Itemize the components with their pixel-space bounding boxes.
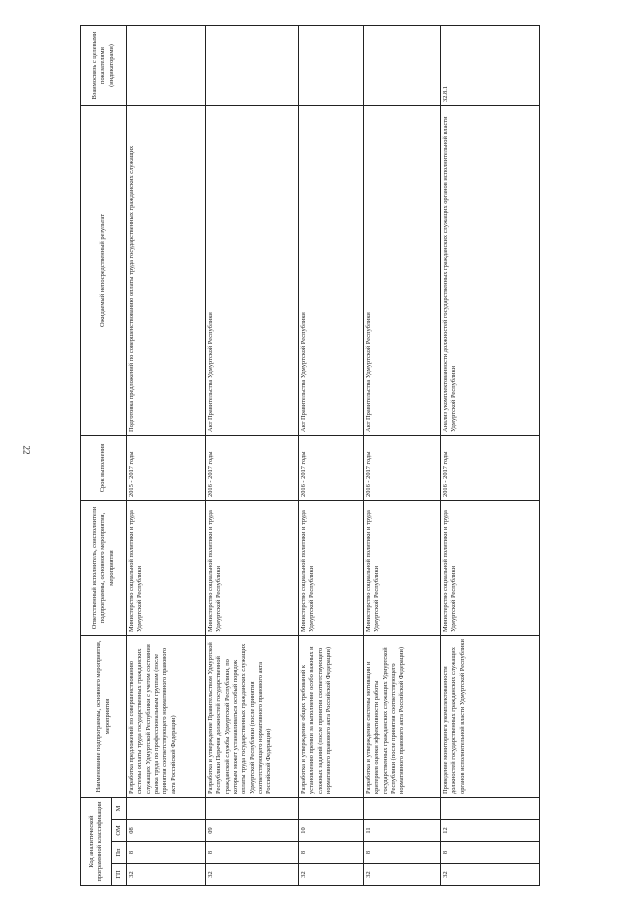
cell-gp: 32 <box>127 864 206 886</box>
cell-result: Подготовка предложений по совершенствованию оплаты труда государственных гражданских служащих <box>127 105 206 435</box>
cell-pp: 8 <box>299 842 364 864</box>
cell-gp: 32 <box>364 864 441 886</box>
header-om: ОМ <box>112 820 127 842</box>
header-gp: ГП <box>112 864 127 886</box>
cell-pp: 8 <box>364 842 441 864</box>
cell-om: 09 <box>206 820 299 842</box>
cell-executor: Министерство социальной политики и труда Удмуртской Республики <box>299 500 364 635</box>
header-executor: Ответственный исполнитель, соисполнители подпрограммы, основного мероприятия, мероприятия <box>81 500 127 635</box>
header-name: Наименование подпрограммы, основного мероприятия, мероприятия <box>81 635 127 797</box>
cell-result: Акт Правительства Удмуртской Республики <box>364 105 441 435</box>
cell-term: 2016 - 2017 годы <box>364 435 441 500</box>
cell-pp: 8 <box>206 842 299 864</box>
header-result: Ожидаемый непосредственный результат <box>81 105 127 435</box>
cell-m <box>364 797 441 819</box>
cell-link <box>299 25 364 105</box>
cell-name: Проведение мониторинга укомплектованности должностей государственных гражданских служащих органов исполнительной власти Удмуртской Республики <box>441 635 540 797</box>
cell-term: 2015 - 2017 годы <box>127 435 206 500</box>
header-code-group: Код аналитической программной классификации <box>81 797 112 885</box>
cell-term: 2016 - 2017 годы <box>299 435 364 500</box>
cell-m <box>127 797 206 819</box>
cell-name: Разработка и утверждение Правительством Удмуртской Республики Перечня должностей государственной гражданской службы Удмуртской Республики, по которым может устанавливаться особый порядок оплаты труда государственных гражданских служащих Удмуртской Республики (после принятия соответствующего нормативного правового акта Российской Федерации) <box>206 635 299 797</box>
header-m: М <box>112 797 127 819</box>
cell-m <box>441 797 540 819</box>
cell-pp: 8 <box>127 842 206 864</box>
cell-executor: Министерство социальной политики и труда Удмуртской Республики <box>127 500 206 635</box>
cell-link <box>206 25 299 105</box>
header-row <box>81 25 112 885</box>
page-number: 22 <box>21 445 32 455</box>
cell-result: Акт Правительства Удмуртской Республики <box>206 105 299 435</box>
cell-link <box>364 25 441 105</box>
cell-executor: Министерство социальной политики и труда Удмуртской Республики <box>364 500 441 635</box>
cell-m <box>206 797 299 819</box>
cell-gp: 32 <box>206 864 299 886</box>
header-link: Взаимосвязь с целевыми показателями (индикаторами) <box>81 25 127 105</box>
cell-term: 2016 - 2017 годы <box>206 435 299 500</box>
cell-pp: 8 <box>441 842 540 864</box>
cell-m <box>299 797 364 819</box>
cell-name: Разработка и утверждение общих требований к установлению премии за выполнение особо важных и сложных заданий (после принятия соответствующего нормативного правового акта Российской Федерации) <box>299 635 364 797</box>
cell-link <box>127 25 206 105</box>
table-row <box>299 25 364 885</box>
cell-link: 32.8.1 <box>441 25 540 105</box>
table-row <box>127 25 206 885</box>
header-term: Срок выполнения <box>81 435 127 500</box>
cell-executor: Министерство социальной политики и труда Удмуртской Республики <box>441 500 540 635</box>
cell-gp: 32 <box>299 864 364 886</box>
cell-name: Разработка предложений по совершенствованию системы оплаты труда государственных гражданских служащих Удмуртской Республики с учетом состояния рынка труда по профессиональным группам (после принятия соответствующего нормативного правового акта Российской Федерации) <box>127 635 206 797</box>
cell-om: 11 <box>364 820 441 842</box>
cell-result: Анализ укомплектованности должностей государственных гражданских служащих органов исполнительной власти Удмуртской Республики <box>441 105 540 435</box>
program-table <box>80 25 540 886</box>
table-row <box>441 25 540 885</box>
cell-name: Разработка и утверждение системы мотивации и критериев оценки эффективности работы государственных гражданских служащих Удмуртской Республики (после принятия соответствующего нормативного правового акта Российской Федерации) <box>364 635 441 797</box>
cell-gp: 32 <box>441 864 540 886</box>
cell-om: 10 <box>299 820 364 842</box>
header-pp: Пп <box>112 842 127 864</box>
cell-om: 12 <box>441 820 540 842</box>
cell-om: 08 <box>127 820 206 842</box>
table-row <box>206 25 299 885</box>
cell-term: 2016 - 2017 годы <box>441 435 540 500</box>
cell-executor: Министерство социальной политики и труда Удмуртской Республики <box>206 500 299 635</box>
table-row <box>364 25 441 885</box>
cell-result: Акт Правительства Удмуртской Республики <box>299 105 364 435</box>
rotated-page <box>80 26 550 886</box>
